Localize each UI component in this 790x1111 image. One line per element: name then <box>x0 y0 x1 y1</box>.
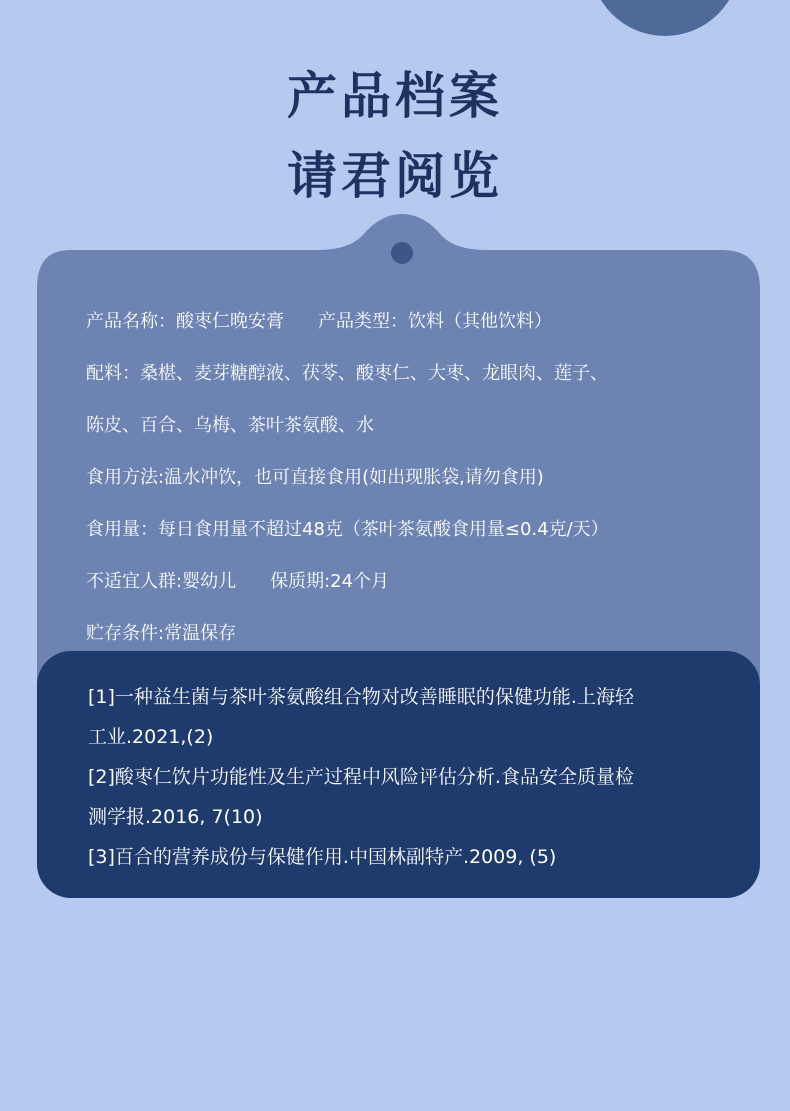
info-row-people-shelf <box>86 556 746 608</box>
ingredients-line2: 陈皮、百合、乌梅、茶叶茶氨酸、水 <box>86 415 374 436</box>
reference-line: 测学报.2016, 7(10) <box>88 806 263 828</box>
reference-line: [1]一种益生菌与茶叶茶氨酸组合物对改善睡眠的保健功能.上海轻 <box>88 686 634 708</box>
dosage: 食用量：每日食用量不超过48克（茶叶茶氨酸食用量≤0.4克/天） <box>86 519 609 540</box>
page-title: 产品档案 <box>287 66 503 125</box>
product-name: 产品名称：酸枣仁晚安膏 <box>86 311 284 332</box>
usage: 食用方法:温水冲饮，也可直接食用(如出现胀袋,请勿食用) <box>86 467 544 488</box>
reference-line: [3]百合的营养成份与保健作用.中国林副特产.2009, (5) <box>88 846 557 868</box>
product-type: 产品类型：饮料（其他饮料） <box>318 311 552 332</box>
product-info <box>86 296 746 660</box>
reference-line: 工业.2021,(2) <box>88 726 214 748</box>
page-subtitle: 请君阅览 <box>287 146 503 205</box>
reference-line: [2]酸枣仁饮片功能性及生产过程中风险评估分析.食品安全质量检 <box>88 766 634 788</box>
shelf-life: 保质期:24个月 <box>270 571 390 592</box>
unsuitable-people: 不适宜人群:婴幼儿 <box>86 571 237 592</box>
references <box>88 677 748 877</box>
info-row-name-type <box>86 296 746 348</box>
storage: 贮存条件:常温保存 <box>86 623 237 644</box>
ingredients-line1: 配料：桑椹、麦芽糖醇液、茯苓、酸枣仁、大枣、龙眼肉、莲子、 <box>86 363 608 384</box>
card-pin <box>391 242 413 264</box>
